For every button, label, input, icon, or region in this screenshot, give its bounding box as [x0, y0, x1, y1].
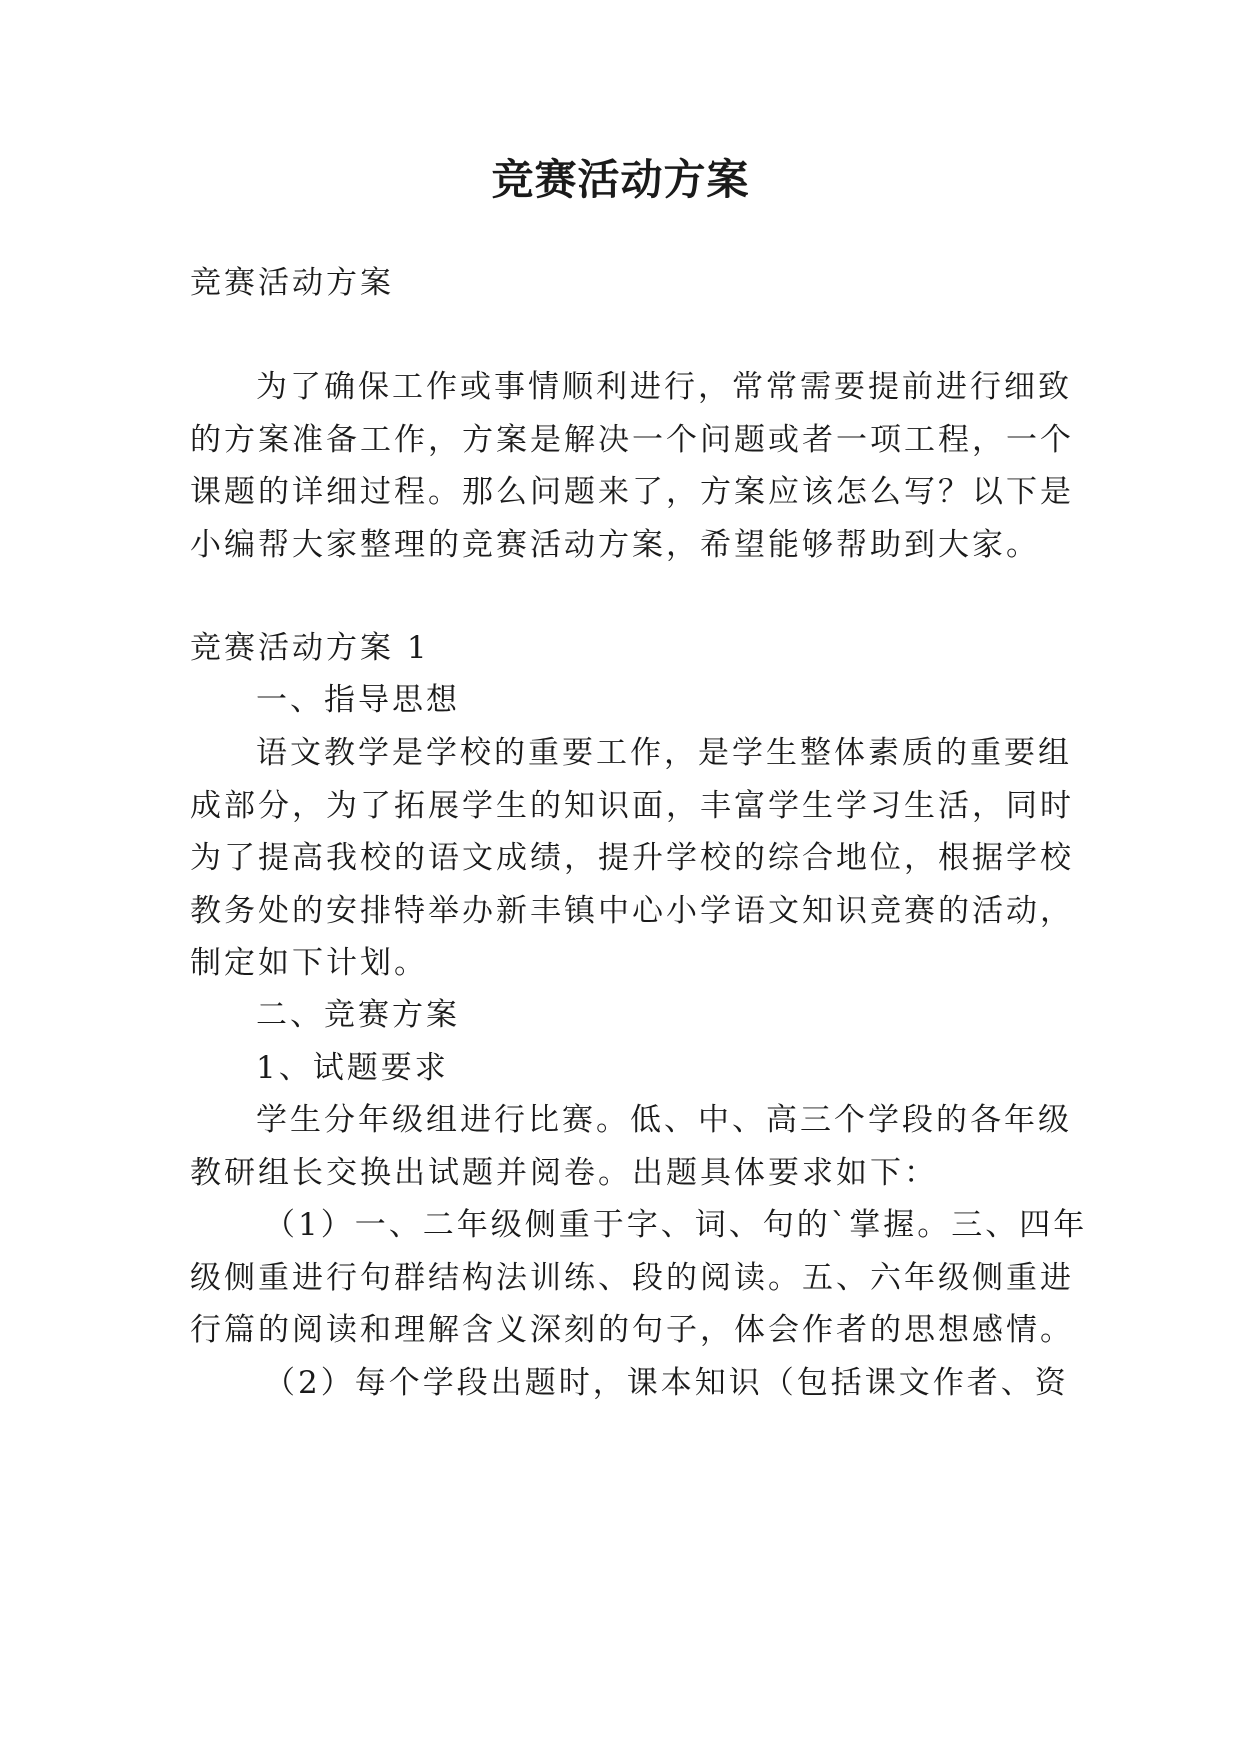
point1-line-1: （1）一、二年级侧重于字、词、句的`掌握。三、四年	[264, 1207, 1088, 1243]
intro-line-4: 小编帮大家整理的竞赛活动方案，希望能够帮助到大家。	[190, 527, 1040, 563]
guide-line-5: 制定如下计划。	[190, 945, 428, 981]
point2-line-1: （2）每个学段出题时，课本知识（包括课文作者、资	[264, 1365, 1069, 1401]
plan-heading: 二、竞赛方案	[256, 997, 460, 1033]
item1-line-2: 教研组长交换出试题并阅卷。出题具体要求如下：	[190, 1155, 938, 1191]
guide-line-3: 为了提高我校的语文成绩，提升学校的综合地位，根据学校	[190, 840, 1074, 876]
document-subtitle: 竞赛活动方案	[190, 265, 394, 301]
intro-line-2: 的方案准备工作，方案是解决一个问题或者一项工程，一个	[190, 422, 1074, 458]
point1-line-2: 级侧重进行句群结构法训练、段的阅读。五、六年级侧重进	[190, 1260, 1074, 1296]
item1-heading: 1、试题要求	[256, 1050, 449, 1086]
intro-line-1: 为了确保工作或事情顺利进行，常常需要提前进行细致	[256, 369, 1072, 405]
guide-line-4: 教务处的安排特举办新丰镇中心小学语文知识竞赛的活动，	[190, 893, 1074, 929]
guide-line-1: 语文教学是学校的重要工作，是学生整体素质的重要组	[256, 735, 1072, 771]
section-heading-1: 竞赛活动方案 1	[190, 630, 430, 666]
guide-line-2: 成部分，为了拓展学生的知识面，丰富学生学习生活，同时	[190, 788, 1074, 824]
guide-heading: 一、指导思想	[256, 682, 460, 718]
intro-line-3: 课题的详细过程。那么问题来了，方案应该怎么写？以下是	[190, 474, 1074, 510]
item1-line-1: 学生分年级组进行比赛。低、中、高三个学段的各年级	[256, 1102, 1072, 1138]
document-title: 竞赛活动方案	[491, 155, 750, 204]
point1-line-3: 行篇的阅读和理解含义深刻的句子，体会作者的思想感情。	[190, 1312, 1074, 1348]
